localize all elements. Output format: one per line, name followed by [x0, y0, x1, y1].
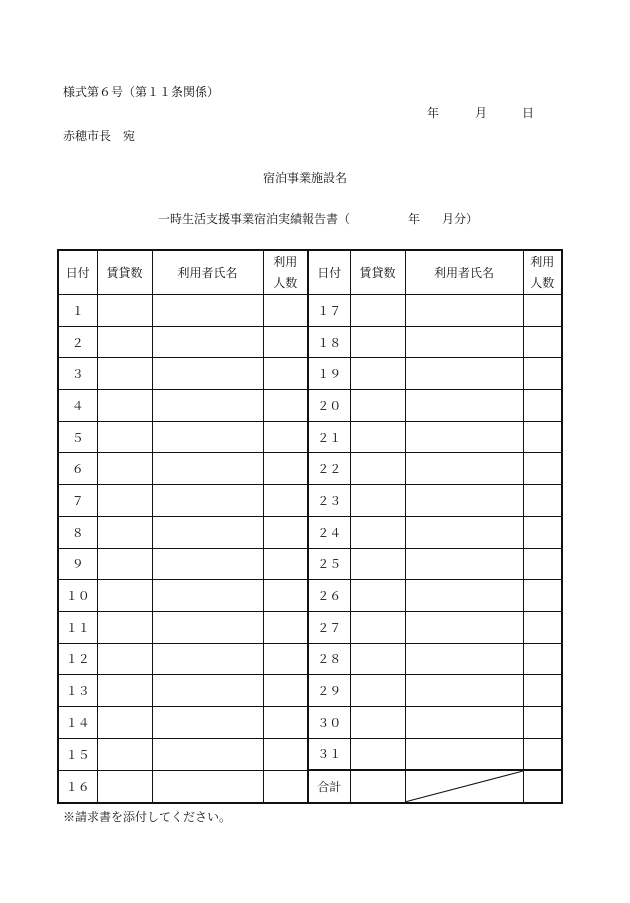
user-name-cell-left[interactable]: [152, 485, 263, 517]
rooms-cell-left[interactable]: [97, 516, 152, 548]
user-name-cell-left[interactable]: [152, 295, 263, 327]
table-row: [58, 295, 562, 327]
users-count-cell-left[interactable]: [263, 295, 308, 327]
day-cell-left: １１: [58, 611, 97, 643]
total-name-slash-cell: [405, 770, 523, 803]
rooms-cell-right[interactable]: [350, 738, 405, 770]
day-cell-left: １３: [58, 675, 97, 707]
users-count-cell-right[interactable]: [523, 675, 562, 707]
user-name-cell-right[interactable]: [405, 580, 523, 612]
users-count-cell-right[interactable]: [523, 421, 562, 453]
users-count-cell-right[interactable]: [523, 580, 562, 612]
rooms-cell-left[interactable]: [97, 295, 152, 327]
rooms-cell-left[interactable]: [97, 485, 152, 517]
day-cell-left: ２: [58, 326, 97, 358]
users-count-cell-right[interactable]: [523, 453, 562, 485]
users-count-cell-left[interactable]: [263, 516, 308, 548]
day-cell-left: １２: [58, 643, 97, 675]
diagonal-slash: [406, 771, 523, 802]
day-cell-right: ２０: [308, 390, 350, 422]
rooms-cell-left[interactable]: [97, 390, 152, 422]
user-name-cell-left[interactable]: [152, 675, 263, 707]
total-users-count-cell[interactable]: [523, 770, 562, 803]
user-name-cell-left[interactable]: [152, 770, 263, 803]
user-name-cell-right[interactable]: [405, 453, 523, 485]
day-cell-left: ４: [58, 390, 97, 422]
rooms-cell-right[interactable]: [350, 643, 405, 675]
rooms-cell-right[interactable]: [350, 326, 405, 358]
table-row: [58, 675, 562, 707]
report-title: [158, 210, 478, 227]
rooms-cell-left[interactable]: [97, 611, 152, 643]
facility-name-label: 宿泊事業施設名: [263, 171, 348, 185]
users-count-cell-right[interactable]: [523, 326, 562, 358]
rooms-cell-left[interactable]: [97, 421, 152, 453]
users-count-cell-right[interactable]: [523, 485, 562, 517]
day-cell-left: ８: [58, 516, 97, 548]
header-date-right: 日付: [308, 250, 350, 295]
day-cell-right: ２１: [308, 421, 350, 453]
rooms-cell-left[interactable]: [97, 770, 152, 803]
user-name-cell-right[interactable]: [405, 295, 523, 327]
table-header-row: [58, 250, 562, 295]
rooms-cell-left[interactable]: [97, 326, 152, 358]
header-users-count-left: [263, 250, 308, 295]
day-cell-right: ２６: [308, 580, 350, 612]
rooms-cell-right[interactable]: [350, 516, 405, 548]
table-row: [58, 611, 562, 643]
day-cell-left: ３: [58, 358, 97, 390]
day-cell-right: ２４: [308, 516, 350, 548]
footer-note: ※請求書を添付してください。: [63, 810, 232, 824]
rooms-cell-left[interactable]: [97, 738, 152, 770]
user-name-cell-right[interactable]: [405, 611, 523, 643]
users-count-cell-right[interactable]: [523, 295, 562, 327]
header-users-count-right: [523, 250, 562, 295]
user-name-cell-right[interactable]: [405, 643, 523, 675]
table-row: [58, 706, 562, 738]
rooms-cell-right[interactable]: [350, 580, 405, 612]
rooms-cell-right[interactable]: [350, 611, 405, 643]
addressee: 赤穂市長 宛: [63, 129, 136, 143]
day-cell-right: ２２: [308, 453, 350, 485]
users-count-cell-right[interactable]: [523, 516, 562, 548]
user-name-cell-left[interactable]: [152, 326, 263, 358]
header-users-count-line2: 人数: [530, 275, 555, 290]
user-name-cell-left[interactable]: [152, 358, 263, 390]
users-count-cell-left[interactable]: [263, 421, 308, 453]
users-count-cell-left[interactable]: [263, 580, 308, 612]
day-cell-right: １７: [308, 295, 350, 327]
rooms-cell-right[interactable]: [350, 548, 405, 580]
report-table: [57, 249, 563, 804]
users-count-cell-left[interactable]: [263, 390, 308, 422]
header-users-count-line1: 利用: [530, 254, 555, 269]
users-count-cell-right[interactable]: [523, 643, 562, 675]
rooms-cell-left[interactable]: [97, 580, 152, 612]
user-name-cell-left[interactable]: [152, 548, 263, 580]
user-name-cell-left[interactable]: [152, 390, 263, 422]
day-cell-right: ３０: [308, 706, 350, 738]
user-name-cell-right[interactable]: [405, 548, 523, 580]
rooms-cell-right[interactable]: [350, 706, 405, 738]
rooms-cell-right[interactable]: [350, 453, 405, 485]
total-label: 合計: [308, 770, 350, 803]
header-user-name-left: 利用者氏名: [152, 250, 263, 295]
report-title-prefix: 一時生活支援事業宿泊実績報告書（: [158, 212, 351, 226]
day-cell-right: ２７: [308, 611, 350, 643]
table-row: [58, 453, 562, 485]
users-count-cell-left[interactable]: [263, 706, 308, 738]
header-rooms-right: 賃貸数: [350, 250, 405, 295]
user-name-cell-right[interactable]: [405, 358, 523, 390]
users-count-cell-left[interactable]: [263, 675, 308, 707]
table-row: [58, 738, 562, 770]
user-name-cell-right[interactable]: [405, 390, 523, 422]
user-name-cell-left[interactable]: [152, 453, 263, 485]
rooms-cell-right[interactable]: [350, 485, 405, 517]
day-cell-right: ３１: [308, 738, 350, 770]
day-cell-left: １６: [58, 770, 97, 803]
date-day-label: 日: [522, 106, 535, 120]
users-count-cell-left[interactable]: [263, 770, 308, 803]
user-name-cell-right[interactable]: [405, 675, 523, 707]
header-user-name-right: 利用者氏名: [405, 250, 523, 295]
users-count-cell-right[interactable]: [523, 358, 562, 390]
table-row: [58, 358, 562, 390]
rooms-cell-left[interactable]: [97, 706, 152, 738]
day-cell-left: ５: [58, 421, 97, 453]
date-year-label: 年: [427, 106, 440, 120]
user-name-cell-left[interactable]: [152, 516, 263, 548]
day-cell-left: ６: [58, 453, 97, 485]
header-users-count-line1: 利用: [273, 254, 298, 269]
day-cell-right: １８: [308, 326, 350, 358]
user-name-cell-right[interactable]: [405, 706, 523, 738]
day-cell-right: ２３: [308, 485, 350, 517]
users-count-cell-left[interactable]: [263, 453, 308, 485]
table-row: [58, 326, 562, 358]
user-name-cell-left[interactable]: [152, 643, 263, 675]
users-count-cell-right[interactable]: [523, 706, 562, 738]
date-month-label: 月: [475, 106, 488, 120]
users-count-cell-right[interactable]: [523, 738, 562, 770]
day-cell-right: ２９: [308, 675, 350, 707]
report-title-suffix: 月分）: [442, 212, 479, 226]
table-row: [58, 643, 562, 675]
rooms-cell-right[interactable]: [350, 295, 405, 327]
users-count-cell-right[interactable]: [523, 548, 562, 580]
rooms-cell-right[interactable]: [350, 421, 405, 453]
user-name-cell-right[interactable]: [405, 485, 523, 517]
day-cell-left: １: [58, 295, 97, 327]
header-rooms-left: 賃貸数: [97, 250, 152, 295]
user-name-cell-left[interactable]: [152, 706, 263, 738]
rooms-cell-right[interactable]: [350, 390, 405, 422]
total-rooms-cell[interactable]: [350, 770, 405, 803]
day-cell-right: １９: [308, 358, 350, 390]
users-count-cell-right[interactable]: [523, 611, 562, 643]
user-name-cell-left[interactable]: [152, 738, 263, 770]
form-number: 様式第６号（第１１条関係）: [63, 85, 220, 99]
rooms-cell-right[interactable]: [350, 358, 405, 390]
user-name-cell-right[interactable]: [405, 738, 523, 770]
table-row: [58, 580, 562, 612]
users-count-cell-right[interactable]: [523, 390, 562, 422]
user-name-cell-left[interactable]: [152, 580, 263, 612]
user-name-cell-left[interactable]: [152, 421, 263, 453]
rooms-cell-left[interactable]: [97, 453, 152, 485]
table-row: [58, 485, 562, 517]
day-cell-left: １５: [58, 738, 97, 770]
table-row: [58, 548, 562, 580]
users-count-cell-left[interactable]: [263, 548, 308, 580]
header-date-left: 日付: [58, 250, 97, 295]
rooms-cell-left[interactable]: [97, 358, 152, 390]
day-cell-right: ２５: [308, 548, 350, 580]
rooms-cell-left[interactable]: [97, 643, 152, 675]
day-cell-left: ９: [58, 548, 97, 580]
day-cell-right: ２８: [308, 643, 350, 675]
day-cell-left: １０: [58, 580, 97, 612]
rooms-cell-left[interactable]: [97, 675, 152, 707]
user-name-cell-right[interactable]: [405, 516, 523, 548]
day-cell-left: ７: [58, 485, 97, 517]
day-cell-left: １４: [58, 706, 97, 738]
users-count-cell-left[interactable]: [263, 611, 308, 643]
users-count-cell-left[interactable]: [263, 326, 308, 358]
rooms-cell-left[interactable]: [97, 548, 152, 580]
table-row: [58, 390, 562, 422]
report-title-year: 年: [408, 212, 421, 226]
users-count-cell-left[interactable]: [263, 485, 308, 517]
users-count-cell-left[interactable]: [263, 358, 308, 390]
users-count-cell-left[interactable]: [263, 738, 308, 770]
table-row: [58, 770, 562, 803]
table-row: [58, 421, 562, 453]
header-users-count-line2: 人数: [273, 275, 298, 290]
users-count-cell-left[interactable]: [263, 643, 308, 675]
user-name-cell-left[interactable]: [152, 611, 263, 643]
user-name-cell-right[interactable]: [405, 326, 523, 358]
table-row: [58, 516, 562, 548]
rooms-cell-right[interactable]: [350, 675, 405, 707]
user-name-cell-right[interactable]: [405, 421, 523, 453]
